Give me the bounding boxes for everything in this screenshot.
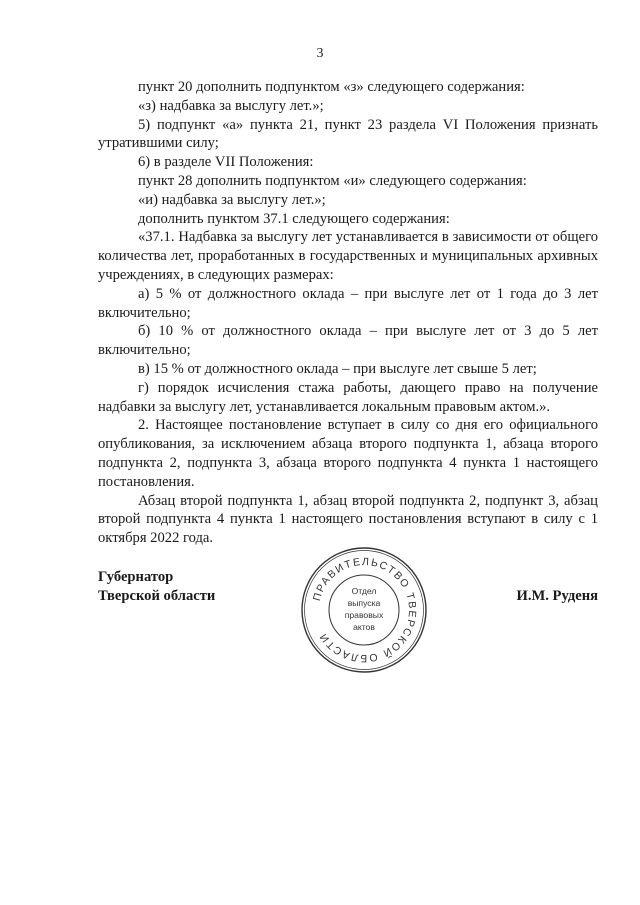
body-paragraph: пункт 28 дополнить подпунктом «и» следующего содержания: [138,172,527,189]
body-paragraph: 2. Настоящее постановление вступает в силу со дня его официального опубликования, за исключением абзаца второго подпункта 1, абзаца второго подпункта 2, подпункта 3, абзаца второго подпункта 4 пункта 1 настоящего постановления. [98,417,598,490]
seal-center-line: Отдел [351,586,377,596]
body-paragraph: 6) в разделе VII Положения: [138,154,314,171]
body-paragraph: а) 5 % от должностного оклада – при выслуге лет от 1 года до 3 лет включительно; [98,285,598,321]
seal-center-line: актов [353,622,375,632]
body-paragraph: б) 10 % от должностного оклада – при выслуге лет от 3 до 5 лет включительно; [98,323,598,359]
seal-ring-text: ПРАВИТЕЛЬСТВО ТВЕРСКОЙ ОБЛАСТИ [310,555,419,665]
body-paragraph: 5) подпункт «а» пункта 21, пункт 23 раздела VI Положения признать утратившими силу; [98,116,598,152]
body-paragraph: Абзац второй подпункта 1, абзац второй подпункта 2, подпункт 3, абзац второй подпункта 4 пункта 1 настоящего постановления вступают в силу с 1 октября 2022 года. [98,492,598,547]
body-paragraph: «и) надбавка за выслугу лет.»; [138,191,326,208]
body-paragraph: пункт 20 дополнить подпунктом «з» следующего содержания: [138,79,525,95]
seal-center-line: выпуска [347,598,381,608]
signer-title-line2: Тверской области [98,588,216,604]
signer-title-line1: Губернатор [98,569,174,585]
signature-block [98,555,598,678]
signer-title [98,568,215,606]
signer-name: И.М. Руденя [516,588,598,604]
body-paragraph: в) 15 % от должностного оклада – при выслуге лет свыше 5 лет; [138,360,537,377]
body-paragraph: дополнить пунктом 37.1 следующего содержания: [138,210,450,227]
body-paragraph: «з) надбавка за выслугу лет.»; [138,97,324,114]
body-paragraph: г) порядок исчисления стажа работы, дающего право на получение надбавки за выслугу лет, устанавливается локальным правовым актом.». [98,379,598,415]
official-seal-stamp [299,545,429,675]
seal-center-text [345,586,384,632]
body-paragraph: «37.1. Надбавка за выслугу лет устанавливается в зависимости от общего количества лет, проработанных в государственных и муниципальных архивных учреждениях, в следующих размерах: [98,229,598,283]
page-number: 3 [316,46,324,61]
document-body [98,78,598,548]
seal-center-line: правовых [344,610,384,620]
